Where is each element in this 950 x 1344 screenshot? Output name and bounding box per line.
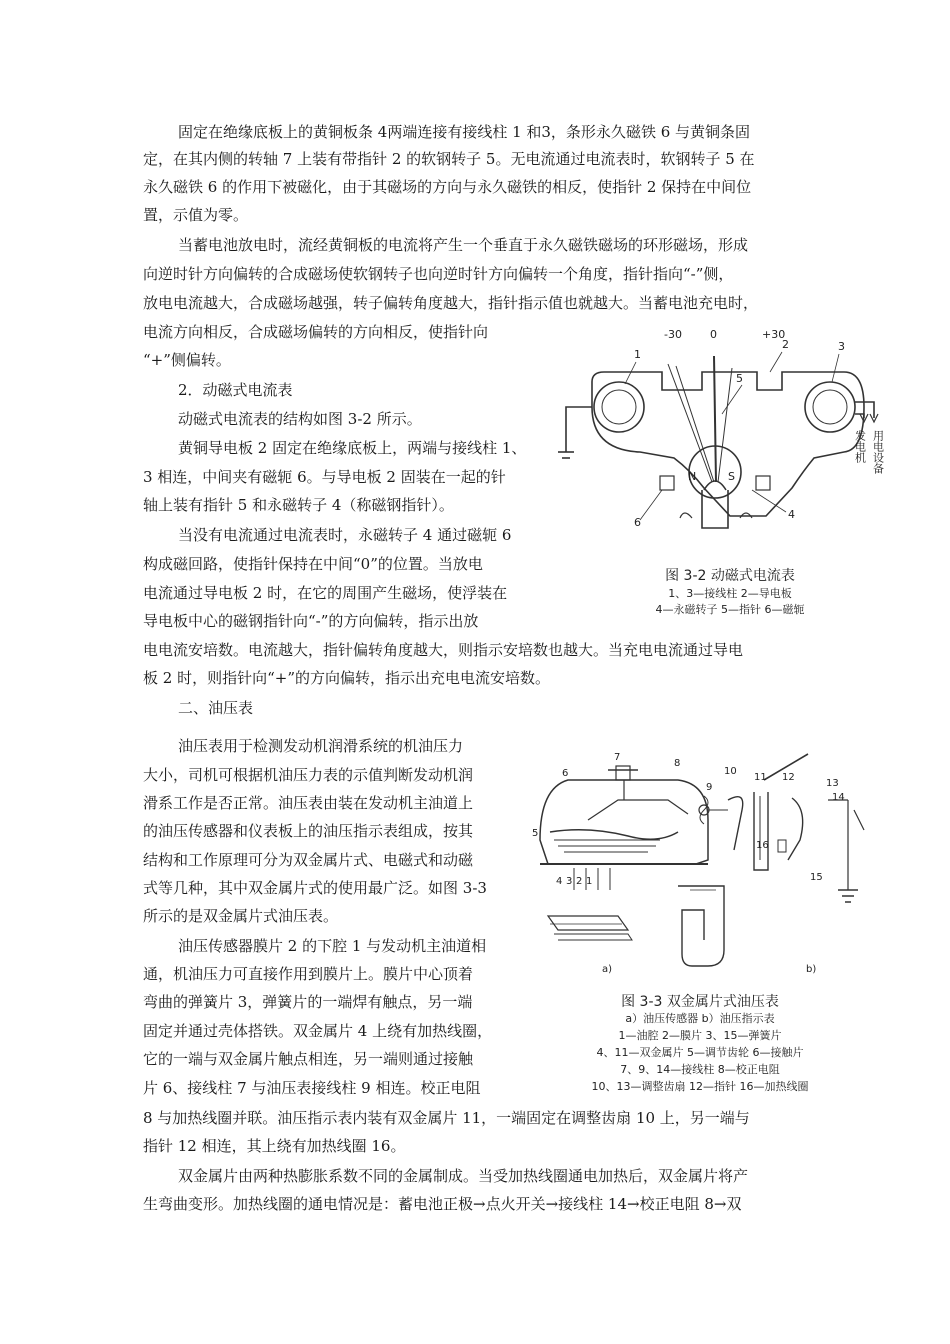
callout-1: 1 [634, 348, 641, 361]
section-heading: 2．动磁式电流表 [178, 381, 293, 399]
scale-minus-label: -30 [664, 328, 682, 341]
callout-8: 8 [674, 758, 681, 769]
text-line: 导电板中心的磁钢指针向“-”的方向偏转，指示出放 [143, 612, 479, 630]
text-line: 双金属片由两种热膨胀系数不同的金属制成。当受加热线圈通电加热后，双金属片将产 [178, 1167, 749, 1185]
text-line: 弯曲的弹簧片 3，弹簧片的一端焊有触点，另一端 [143, 993, 473, 1011]
callout-4: 4 [788, 508, 795, 521]
text-line: 当蓄电池放电时，流经黄铜板的电流将产生一个垂直于永久磁铁磁场的环形磁场，形成 [178, 236, 749, 254]
callout-6: 6 [634, 516, 641, 529]
text-line: 定，在其内侧的转轴 7 上装有带指针 2 的软钢转子 5。无电流通过电流表时，软钢转子 5 在 [143, 150, 755, 168]
text-line: 电流通过导电板 2 时，在它的周围产生磁场，使浮装在 [143, 584, 508, 602]
callout-16: 16 [756, 840, 769, 851]
text-line: 轴上装有指针 5 和永磁转子 4（称磁钢指针）。 [143, 496, 454, 514]
text-line: 的油压传感器和仪表板上的油压指示表组成，按其 [143, 822, 474, 840]
text-line: 片 6、接线柱 7 与油压表接线柱 9 相连。校正电阻 [143, 1079, 481, 1097]
text-line: 向逆时针方向偏转的合成磁场使软钢转子也向逆时针方向偏转一个角度，指针指向“-”侧， [143, 265, 734, 283]
callout-6: 6 [562, 768, 569, 779]
figure-3-3-caption-line: 7、9、14—接线柱 8—校正电阻 [620, 1063, 780, 1076]
figure-3-3-caption-line: a）油压传感器 b）油压指示表 [625, 1012, 775, 1025]
callout-5: 5 [736, 372, 743, 385]
scale-plus-label: +30 [762, 328, 786, 341]
text-line: 所示的是双金属片式油压表。 [143, 907, 339, 925]
pole-n-label: N [688, 470, 697, 483]
generator-label: 发电机 [853, 430, 867, 463]
text-line: 动磁式电流表的结构如图 3-2 所示。 [178, 410, 422, 428]
text-line: 固定在绝缘底板上的黄铜板条 4两端连接有接线柱 1 和3，条形永久磁铁 6 与黄铜条固 [178, 123, 751, 141]
load-label: 用电设备 [871, 430, 885, 474]
text-line: 永久磁铁 6 的作用下被磁化，由于其磁场的方向与永久磁铁的相反，使指针 2 保持在中间位 [143, 178, 752, 196]
text-line: 板 2 时，则指针向“+”的方向偏转，指示出充电电流安培数。 [143, 669, 550, 687]
panel-b-label: b) [806, 964, 817, 975]
figure-3-3-oil-pressure-diagram [528, 740, 876, 982]
text-line: 油压表用于检测发动机润滑系统的机油压力 [178, 737, 464, 755]
text-line: 指针 12 相连，其上绕有加热线圈 16。 [143, 1137, 406, 1155]
callout-14: 14 [832, 792, 845, 803]
text-line: 它的一端与双金属片触点相连，另一端则通过接触 [143, 1050, 474, 1068]
callout-7: 7 [614, 752, 621, 763]
scale-zero-label: 0 [710, 328, 717, 341]
text-line: 结构和工作原理可分为双金属片式、电磁式和动磁 [143, 851, 474, 869]
text-line: 油压传感器膜片 2 的下腔 1 与发动机主油道相 [178, 937, 487, 955]
callout-15: 15 [810, 872, 823, 883]
callout-12: 12 [782, 772, 795, 783]
callout-10: 10 [724, 766, 737, 777]
figure-3-3-caption-line: 10、13—调整齿扇 12—指针 16—加热线圈 [591, 1080, 809, 1093]
figure-3-3-caption-title: 图 3-3 双金属片式油压表 [621, 994, 779, 1010]
callout-2: 2 [782, 338, 789, 351]
text-line: 通，机油压力可直接作用到膜片上。膜片中心顶着 [143, 965, 474, 983]
text-line: 放电电流越大，合成磁场越强，转子偏转角度越大，指针指示值也就越大。当蓄电池充电时， [143, 294, 759, 312]
callout-1: 1 [586, 876, 593, 887]
callout-13: 13 [826, 778, 839, 789]
text-line: 黄铜导电板 2 固定在绝缘底板上，两端与接线柱 1、 [178, 439, 527, 457]
text-line: 电电流安培数。电流越大，指针偏转角度越大，则指示安培数也越大。当充电电流通过导电 [143, 641, 744, 659]
callout-11: 11 [754, 772, 767, 783]
callout-9: 9 [706, 782, 713, 793]
text-line: 置，示值为零。 [143, 206, 249, 224]
callout-4: 4 [556, 876, 563, 887]
callout-3: 3 [838, 340, 845, 353]
text-line: 滑系工作是否正常。油压表由装在发动机主油道上 [143, 794, 474, 812]
figure-3-2-ammeter-diagram [552, 322, 902, 554]
text-line: 构成磁回路，使指针保持在中间“0”的位置。当放电 [143, 555, 483, 573]
text-line: 生弯曲变形。加热线圈的通电情况是：蓄电池正极→点火开关→接线柱 14→校正电阻 8→双 [143, 1195, 742, 1213]
figure-3-2-caption-line: 4—永磁转子 5—指针 6—磁轭 [655, 603, 805, 616]
text-line: “+”侧偏转。 [143, 351, 231, 369]
text-line: 式等几种，其中双金属片式的使用最广泛。如图 3-3 [143, 879, 487, 897]
text-line: 电流方向相反，合成磁场偏转的方向相反，使指针向 [143, 323, 489, 341]
callout-3: 3 [566, 876, 573, 887]
text-line: 固定并通过壳体搭铁。双金属片 4 上绕有加热线圈， [143, 1022, 493, 1040]
figure-3-2-caption-title: 图 3-2 动磁式电流表 [665, 568, 795, 584]
callout-5: 5 [532, 828, 539, 839]
pole-s-label: S [728, 470, 735, 483]
section-heading: 二、油压表 [178, 699, 254, 717]
callout-2: 2 [576, 876, 583, 887]
figure-3-3-caption-line: 4、11—双金属片 5—调节齿轮 6—接触片 [596, 1046, 804, 1059]
figure-3-3-caption-line: 1—油腔 2—膜片 3、15—弹簧片 [618, 1029, 782, 1042]
text-line: 3 相连，中间夹有磁轭 6。与导电板 2 固装在一起的针 [143, 468, 506, 486]
text-line: 大小，司机可根据机油压力表的示值判断发动机润 [143, 766, 474, 784]
figure-3-2-caption-line: 1、3—接线柱 2—导电板 [668, 587, 792, 600]
text-line: 8 与加热线圈并联。油压指示表内装有双金属片 11，一端固定在调整齿扇 10 上，另一端与 [143, 1109, 750, 1127]
text-line: 当没有电流通过电流表时，永磁转子 4 通过磁轭 6 [178, 526, 512, 544]
panel-a-label: a) [602, 964, 613, 975]
